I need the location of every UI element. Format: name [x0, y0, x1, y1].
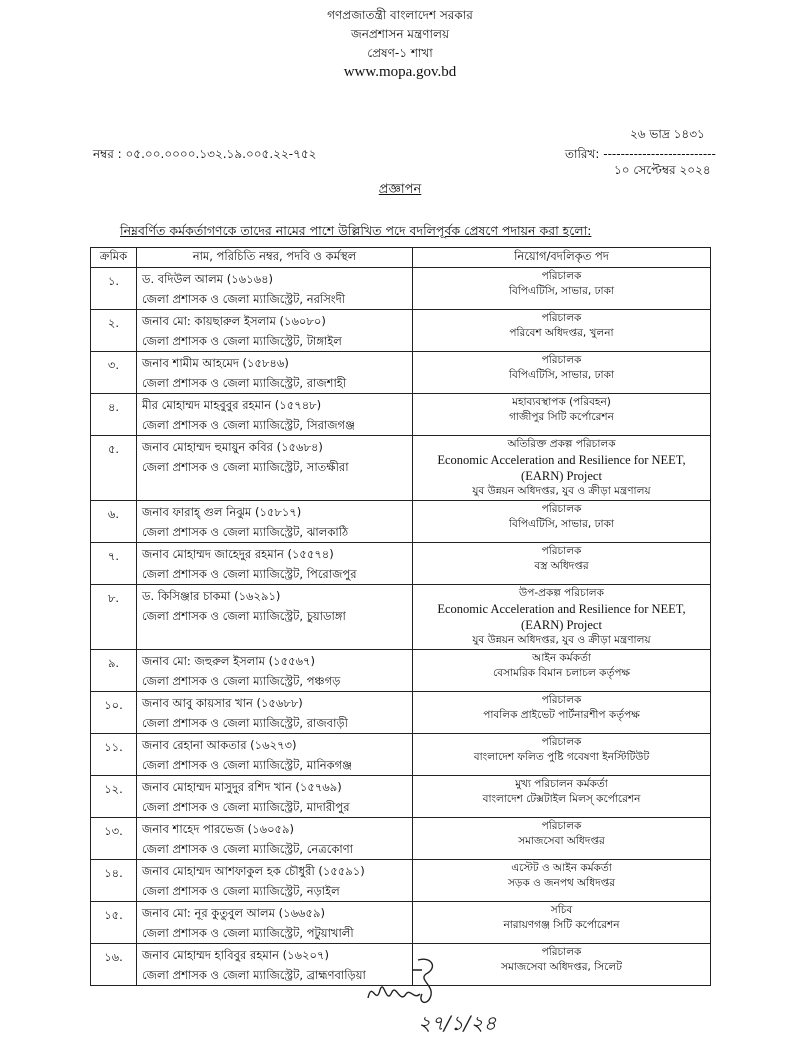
serial-cell: ১০.: [91, 692, 137, 734]
officer-cell: [137, 543, 413, 585]
posting-line: পরিচালক: [541, 312, 582, 324]
posting-cell: [413, 734, 711, 776]
posting-table: [90, 247, 711, 986]
table-header-row: [91, 248, 711, 268]
officer-designation: জেলা প্রশাসক ও জেলা ম্যাজিস্ট্রেট, ব্রাহ্মণবাড়িয়া: [142, 968, 366, 982]
serial-cell: ১.: [91, 268, 137, 310]
header-serial: ক্রমিক: [91, 248, 137, 268]
date-bangla: ২৬ ভাদ্র ১৪৩১: [630, 127, 705, 141]
officer-designation: জেলা প্রশাসক ও জেলা ম্যাজিস্ট্রেট, রাজবাড়ী: [142, 716, 348, 730]
posting-line: আইন কর্মকর্তা: [532, 652, 591, 664]
officer-designation: জেলা প্রশাসক ও জেলা ম্যাজিস্ট্রেট, নরসিংদী: [142, 292, 346, 306]
posting-line: বস্ত্র অধিদপ্তর: [534, 560, 589, 572]
posting-line: পরিবেশ অধিদপ্তর, খুলনা: [509, 327, 614, 339]
posting-cell: [413, 585, 711, 650]
officer-designation: জেলা প্রশাসক ও জেলা ম্যাজিস্ট্রেট, ঝালকাঠি: [142, 525, 349, 539]
officer-name: জনাব ফারাহ্ গুল নিঝুম (১৫৮১৭): [142, 505, 302, 519]
date-label: তারিখ: --------------------------: [565, 147, 716, 161]
officer-name: জনাব মোহাম্মদ জাহেদুর রহমান (১৫৫৭৪): [142, 547, 334, 561]
serial-cell: ১৫.: [91, 902, 137, 944]
officer-designation: জেলা প্রশাসক ও জেলা ম্যাজিস্ট্রেট, পঞ্চগড়: [142, 674, 341, 688]
serial-cell: ৯.: [91, 650, 137, 692]
section-name: প্রেষণ-১ শাখা: [367, 46, 433, 60]
posting-cell: [413, 776, 711, 818]
posting-line: পরিচালক: [541, 270, 582, 282]
posting-line: পরিচালক: [541, 820, 582, 832]
officer-cell: [137, 818, 413, 860]
posting-line: বেসামরিক বিমান চলাচল কর্তৃপক্ষ: [493, 667, 630, 679]
table-row: [91, 860, 711, 902]
officer-cell: [137, 352, 413, 394]
posting-line: পরিচালক: [541, 503, 582, 515]
officer-cell: [137, 734, 413, 776]
posting-line: মহাব্যবস্থাপক (পরিবহন): [512, 396, 611, 408]
table-row: [91, 692, 711, 734]
posting-line: (EARN) Project: [521, 618, 602, 632]
posting-line: (EARN) Project: [521, 469, 602, 483]
posting-line: মুখ্য পরিচালন কর্মকর্তা: [515, 778, 608, 790]
posting-line: Economic Acceleration and Resilience for NEET,: [437, 453, 686, 467]
officer-name: জনাব শামীম আহমেদ (১৫৮৪৬): [142, 356, 289, 370]
posting-line: যুব উন্নয়ন অধিদপ্তর, যুব ও ক্রীড়া মন্ত্রণালয়: [472, 485, 651, 497]
posting-line: Economic Acceleration and Resilience for NEET,: [437, 602, 686, 616]
officer-cell: [137, 860, 413, 902]
posting-line: অতিরিক্ত প্রকল্প পরিচালক: [507, 438, 616, 450]
intro-text: নিম্নবর্ণিত কর্মকর্তাগণকে তাদের নামের পাশে উল্লিখিত পদে বদলিপূর্বক প্রেষণে পদায়ন করা হলো:: [120, 223, 592, 238]
officer-cell: [137, 268, 413, 310]
government-name: গণপ্রজাতন্ত্রী বাংলাদেশ সরকার: [327, 8, 473, 22]
table-row: [91, 585, 711, 650]
posting-line: গাজীপুর সিটি কর্পোরেশন: [509, 411, 614, 423]
posting-line: বাংলাদেশ টেক্সটাইল মিলস্ কর্পোরেশন: [482, 793, 641, 805]
officer-cell: [137, 394, 413, 436]
ministry-name: জনপ্রশাসন মন্ত্রণালয়: [350, 27, 450, 41]
posting-cell: [413, 436, 711, 501]
posting-cell: [413, 501, 711, 543]
posting-cell: [413, 310, 711, 352]
letterhead: [0, 6, 800, 82]
serial-cell: ৬.: [91, 501, 137, 543]
officer-name: জনাব মোহাম্মদ মাসুদুর রশিদ খান (১৫৭৬৯): [142, 780, 342, 794]
officer-designation: জেলা প্রশাসক ও জেলা ম্যাজিস্ট্রেট, চুয়াডাঙ্গা: [142, 609, 346, 623]
serial-cell: ২.: [91, 310, 137, 352]
table-row: [91, 543, 711, 585]
posting-line: পরিচালক: [541, 354, 582, 366]
posting-cell: [413, 394, 711, 436]
serial-cell: ১৪.: [91, 860, 137, 902]
posting-line: নারায়ণগঞ্জ সিটি কর্পোরেশন: [503, 919, 620, 931]
table-row: [91, 818, 711, 860]
serial-cell: ৪.: [91, 394, 137, 436]
table-row: [91, 310, 711, 352]
posting-line: পরিচালক: [541, 736, 582, 748]
officer-cell: [137, 650, 413, 692]
posting-line: পরিচালক: [541, 545, 582, 557]
posting-line: বাংলাদেশ ফলিত পুষ্টি গবেষণা ইনস্টিটিউট: [473, 751, 650, 763]
notification-title: [0, 180, 800, 201]
posting-line: এস্টেট ও আইন কর্মকর্তা: [511, 862, 612, 874]
officer-designation: জেলা প্রশাসক ও জেলা ম্যাজিস্ট্রেট, পটুয়াখালী: [142, 926, 354, 940]
posting-cell: [413, 650, 711, 692]
officer-name: জনাব মো: কায়ছারুল ইসলাম (১৬০৮০): [142, 314, 326, 328]
serial-cell: ৮.: [91, 585, 137, 650]
table-row: [91, 352, 711, 394]
table-row: [91, 650, 711, 692]
officer-name: ড. বদিউল আলম (১৬১৬৪): [142, 272, 274, 286]
notification-title-text: প্রজ্ঞাপন: [378, 182, 422, 197]
signature-date: ২৭/১/২৪: [418, 1011, 497, 1035]
officer-name: জনাব মোহাম্মদ আশফাকুল হক চৌধুরী (১৫৫৯১): [142, 864, 365, 878]
posting-cell: [413, 860, 711, 902]
officer-designation: জেলা প্রশাসক ও জেলা ম্যাজিস্ট্রেট, নড়াইল: [142, 884, 340, 898]
serial-cell: ১২.: [91, 776, 137, 818]
officer-name: জনাব মোহাম্মদ হুমায়ুন কবির (১৫৬৮৪): [142, 440, 323, 454]
posting-line: সচিব: [550, 904, 573, 916]
table-row: [91, 902, 711, 944]
posting-line: বিপিএটিসি, সাভার, ঢাকা: [509, 518, 614, 530]
officer-designation: জেলা প্রশাসক ও জেলা ম্যাজিস্ট্রেট, মানিকগঞ্জ: [142, 758, 353, 772]
posting-line: সমাজসেবা অধিদপ্তর, সিলেট: [501, 961, 622, 973]
serial-cell: ৭.: [91, 543, 137, 585]
officer-designation: জেলা প্রশাসক ও জেলা ম্যাজিস্ট্রেট, টাঙ্গাইল: [142, 334, 342, 348]
handwritten-signature-icon: [360, 950, 500, 1040]
officer-designation: জেলা প্রশাসক ও জেলা ম্যাজিস্ট্রেট, সিরাজগঞ্জ: [142, 418, 355, 432]
posting-line: সড়ক ও জনপথ অধিদপ্তর: [507, 877, 615, 889]
table-row: [91, 776, 711, 818]
serial-cell: ৫.: [91, 436, 137, 501]
date-english: ১০ সেপ্টেম্বর ২০২৪: [614, 163, 711, 177]
officer-designation: জেলা প্রশাসক ও জেলা ম্যাজিস্ট্রেট, সাতক্ষীরা: [142, 460, 349, 474]
serial-cell: ১৩.: [91, 818, 137, 860]
header-post: নিয়োগ/বদলিকৃত পদ: [413, 248, 711, 268]
serial-cell: ১১.: [91, 734, 137, 776]
officer-designation: জেলা প্রশাসক ও জেলা ম্যাজিস্ট্রেট, পিরোজপুর: [142, 567, 357, 581]
posting-line: উপ-প্রকল্প পরিচালক: [519, 587, 604, 599]
table-row: [91, 501, 711, 543]
header-name: নাম, পরিচিতি নম্বর, পদবি ও কর্মস্থল: [137, 248, 413, 268]
posting-line: পরিচালক: [541, 694, 582, 706]
officer-name: জনাব মোহাম্মদ হাবিবুর রহমান (১৬২০৭): [142, 948, 329, 962]
posting-cell: [413, 902, 711, 944]
posting-line: বিপিএটিসি, সাভার, ঢাকা: [509, 285, 614, 297]
officer-name: জনাব মো: নূর কুতুবুল আলম (১৬৬৫৯): [142, 906, 325, 920]
officer-designation: জেলা প্রশাসক ও জেলা ম্যাজিস্ট্রেট, নেত্রকোণা: [142, 842, 353, 856]
posting-line: পাবলিক প্রাইভেট পার্টনারশীপ কর্তৃপক্ষ: [483, 709, 640, 721]
officer-name: জনাব শাহেদ পারভেজ (১৬০৫৯): [142, 822, 294, 836]
posting-cell: [413, 352, 711, 394]
officer-cell: [137, 902, 413, 944]
officer-designation: জেলা প্রশাসক ও জেলা ম্যাজিস্ট্রেট, রাজশাহী: [142, 376, 347, 390]
memo-number: নম্বর : ০৫.০০.০০০০.১৩২.১৯.০০৫.২২-৭৫২: [93, 147, 317, 161]
posting-cell: [413, 268, 711, 310]
posting-line: সমাজসেবা অধিদপ্তর: [518, 835, 605, 847]
posting-line: যুব উন্নয়ন অধিদপ্তর, যুব ও ক্রীড়া মন্ত্রণালয়: [472, 634, 651, 646]
officer-cell: [137, 776, 413, 818]
posting-cell: [413, 818, 711, 860]
posting-line: পরিচালক: [541, 946, 582, 958]
website-link[interactable]: www.mopa.gov.bd: [343, 64, 457, 80]
officer-cell: [137, 585, 413, 650]
officer-cell: [137, 436, 413, 501]
officer-cell: [137, 501, 413, 543]
officer-name: জনাব আবু কায়সার খান (১৫৬৮৮): [142, 696, 303, 710]
officer-cell: [137, 310, 413, 352]
serial-cell: ১৬.: [91, 944, 137, 986]
posting-line: বিপিএটিসি, সাভার, ঢাকা: [509, 369, 614, 381]
table-row: [91, 436, 711, 501]
officer-cell: [137, 692, 413, 734]
officer-name: ড. কিসিঞ্জার চাকমা (১৬২৯১): [142, 589, 281, 603]
officer-name: জনাব মো: জহুরুল ইসলাম (১৫৫৬৭): [142, 654, 315, 668]
table-row: [91, 268, 711, 310]
table-row: [91, 734, 711, 776]
table-row: [91, 394, 711, 436]
officer-name: মীর মোহাম্মদ মাহবুবুর রহমান (১৫৭৪৮): [142, 398, 322, 412]
posting-cell: [413, 692, 711, 734]
posting-cell: [413, 543, 711, 585]
officer-name: জনাব রেহানা আকতার (১৬২৭৩): [142, 738, 297, 752]
officer-designation: জেলা প্রশাসক ও জেলা ম্যাজিস্ট্রেট, মাদারীপুর: [142, 800, 350, 814]
serial-cell: ৩.: [91, 352, 137, 394]
